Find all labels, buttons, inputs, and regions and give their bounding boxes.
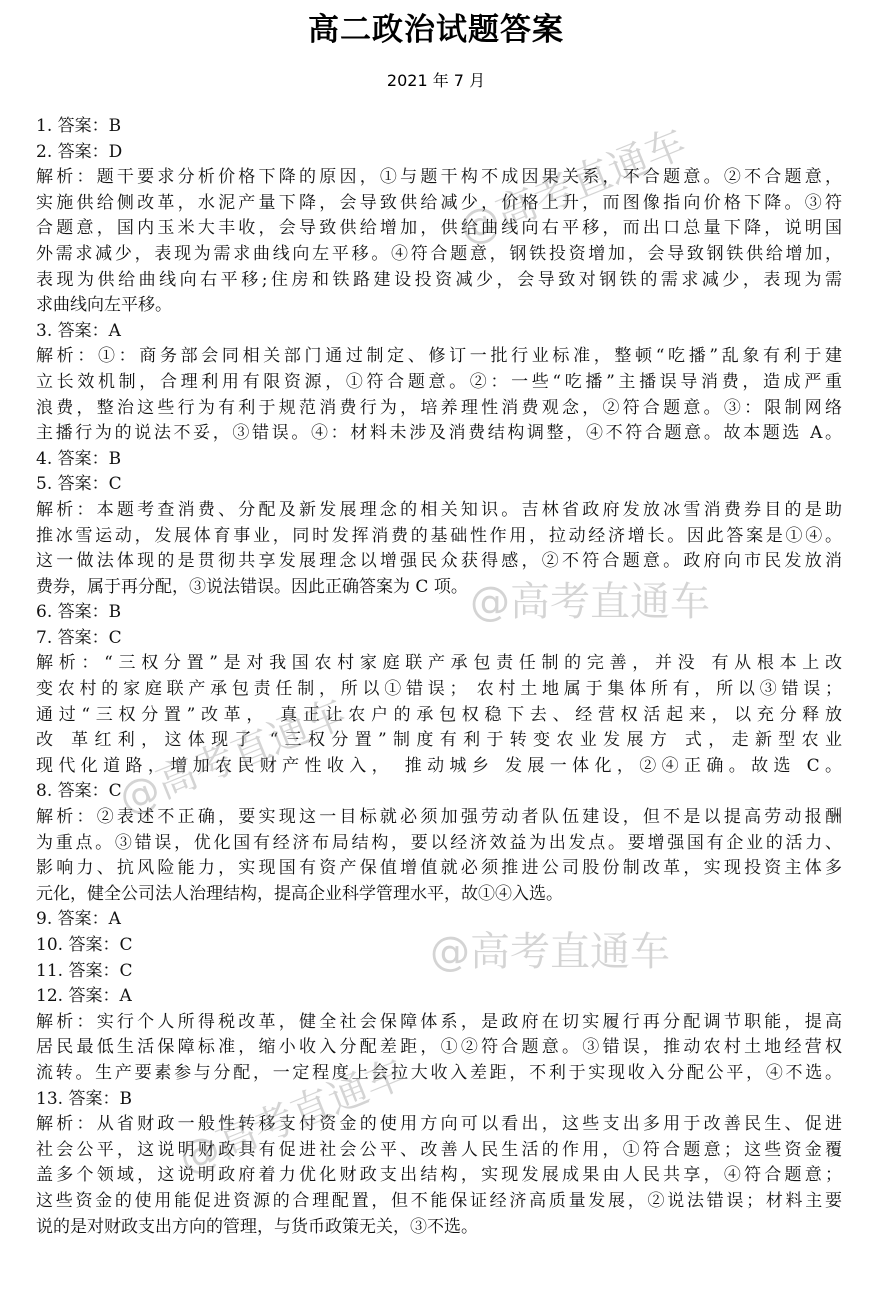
- watermark: @高考直通车: [470, 579, 710, 625]
- document-date: 2021 年 7 月: [386, 71, 486, 90]
- text-line: 立长效机制，合理利用有限资源，①符合题意。②：一些“吃播”主播误导消费，造成严重: [36, 371, 842, 392]
- text-line: 解析：本题考查消费、分配及新发展理念的相关知识。吉林省政府发放冰雪消费券目的是助: [36, 499, 842, 520]
- text-line: 表现为供给曲线向右平移;住房和铁路建设投资减少，会导致对钢铁的需求减少，表现为需: [36, 269, 842, 290]
- text-line: 11. 答案：C: [36, 960, 133, 981]
- text-line: 12. 答案：A: [36, 986, 132, 1007]
- document-title: 高二政治试题答案: [308, 12, 564, 48]
- watermark: @高考直通车: [430, 929, 670, 975]
- text-line: 浪费，整治这些行为有利于规范消费行为，培养理性消费观念，②符合题意。③：限制网络: [36, 397, 842, 418]
- text-line: 3. 答案：A: [36, 320, 121, 341]
- text-line: 为重点。③错误，优化国有经济布局结构，要以经济效益为出发点。要增强国有企业的活力、: [36, 832, 842, 853]
- watermark: @高考直通车: [452, 120, 693, 254]
- text-line: 推冰雪运动，发展体育事业，同时发挥消费的基础性作用，拉动经济增长。因此答案是①④。: [36, 525, 842, 546]
- text-line: 通过“三权分置”改革， 真正让农户的承包权稳下去、经营权活起来，以充分释放: [36, 704, 842, 725]
- text-line: 说的是对财政支出方向的管理，与货币政策无关，③不选。: [36, 1216, 478, 1237]
- text-line: 解析：题干要求分析价格下降的原因，①与题干构不成因果关系，不合题意。②不合题意，: [36, 167, 842, 188]
- text-line: 7. 答案：C: [36, 627, 122, 648]
- text-line: 元化，健全公司法人治理结构，提高企业科学管理水平，故①④入选。: [36, 883, 563, 904]
- text-line: 1. 答案：B: [36, 116, 122, 136]
- text-line: 盖多个领域，这说明政府着力优化财政支出结构，实现发展成果由人民共享，④符合题意；: [36, 1165, 842, 1186]
- text-line: 社会公平，这说明财政具有促进社会公平、改善人民生活的作用，①符合题意；这些资金覆: [36, 1139, 842, 1160]
- text-line: 影响力、抗风险能力，实现国有资产保值增值就必须推进公司股份制改革，实现投资主体多: [36, 858, 842, 879]
- text-line: 流转。生产要素参与分配，一定程度上会拉大收入差距，不利于实现收入分配公平，④不选。: [36, 1062, 842, 1083]
- text-line: 居民最低生活保障标准，缩小收入分配差距，①②符合题意。③错误，推动农村土地经营权: [36, 1037, 842, 1058]
- text-line: 这些资金的使用能促进资源的合理配置，但不能保证经济高质量发展，②说法错误；材料主要: [36, 1190, 842, 1211]
- text-line: 实施供给侧改革，水泥产量下降，会导致供给减少，价格上升，而图像指向价格下降。③符: [36, 192, 842, 213]
- text-line: 变农村的家庭联产承包责任制，所以①错误； 农村土地属于集体所有，所以③错误；: [36, 679, 842, 700]
- text-line: 8. 答案：C: [36, 781, 122, 802]
- text-line: 合题意，国内玉米大丰收，会导致供给增加，供给曲线向右平移，而出口总量下降，说明国: [36, 218, 842, 239]
- text-line: 现代化道路，增加农民财产性收入， 推动城乡 发展一体化，②④正确。故选 C。: [36, 755, 842, 776]
- text-line: 解析：“三权分置”是对我国农村家庭联产承包责任制的完善，并没 有从根本上改: [36, 653, 842, 674]
- text-line: 外需求减少，表现为需求曲线向左平移。④符合题意，钢铁投资增加，会导致钢铁供给增加，: [36, 243, 842, 264]
- text-line: 求曲线向左平移。: [36, 295, 172, 316]
- text-line: 13. 答案：B: [36, 1088, 132, 1109]
- answer-content: [36, 114, 842, 1240]
- text-line: 费券，属于再分配，③说法错误。因此正确答案为 C 项。: [36, 576, 468, 597]
- text-line: 改 革红利，这体现了 “三权分置”制度有利于转变农业发展方 式，走新型农业: [36, 730, 842, 751]
- text-line: 10. 答案：C: [36, 935, 133, 955]
- text-line: 2. 答案：D: [36, 141, 123, 162]
- text-line: 解析：从省财政一般性转移支付资金的使用方向可以看出，这些支出多用于改善民生、促进: [36, 1114, 842, 1135]
- text-line: 解析：②表述不正确，要实现这一目标就必须加强劳动者队伍建设，但不是以提高劳动报酬: [36, 807, 842, 828]
- text-line: 解析：实行个人所得税改革，健全社会保障体系，是政府在切实履行再分配调节职能，提高: [36, 1011, 842, 1032]
- text-line: 5. 答案：C: [36, 474, 122, 495]
- text-line: 主播行为的说法不妥，③错误。④：材料未涉及消费结构调整，④不符合题意。故本题选 A。: [36, 423, 842, 444]
- watermark: @高考直通车: [172, 1050, 413, 1184]
- text-line: 这一做法体现的是贯彻共享发展理念以增强民众获得感，②不符合题意。政府向市民发放消: [36, 551, 842, 572]
- text-line: 解析：①：商务部会同相关部门通过制定、修订一批行业标准，整顿“吃播”乱象有利于建: [36, 346, 842, 367]
- text-line: 4. 答案：B: [36, 448, 122, 469]
- watermark: @高考直通车: [112, 690, 353, 824]
- text-line: 6. 答案：B: [36, 602, 122, 623]
- text-line: 9. 答案：A: [36, 909, 121, 930]
